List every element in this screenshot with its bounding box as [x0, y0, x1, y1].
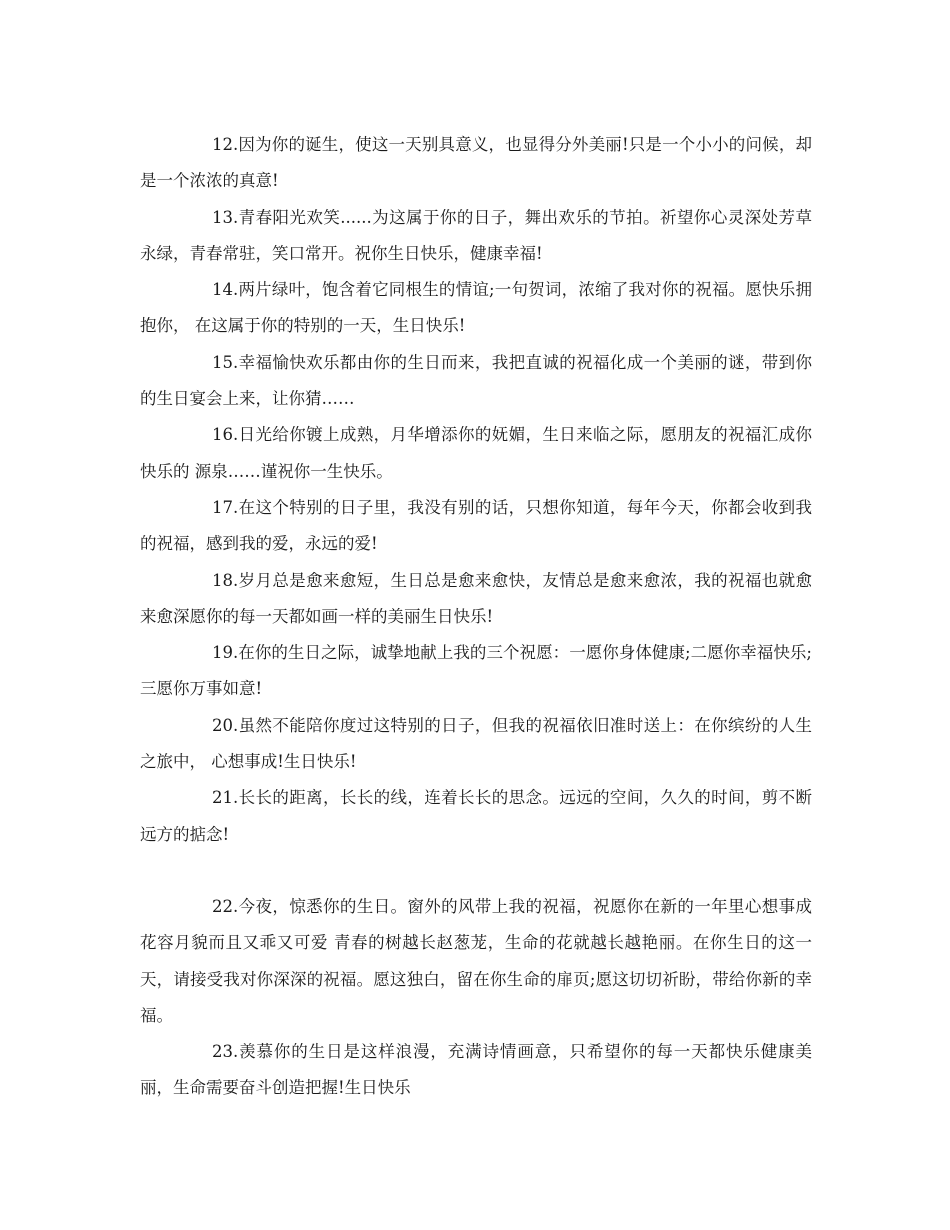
list-item-12: [140, 127, 812, 200]
item-number: 13.: [212, 207, 239, 227]
list-item-20: [140, 708, 812, 781]
list-item-18: [140, 563, 812, 636]
item-number: 17.: [212, 497, 239, 517]
list-item-22: [140, 889, 812, 1034]
item-text: 因为你的诞生，使这一天别具意义，也显得分外美丽!只是一个小小的问候，却是一个浓浓的真意!: [140, 135, 812, 191]
list-item-13: [140, 200, 812, 273]
item-text: 今夜，惊悉你的生日。窗外的风带上我的祝福，祝愿你在新的一年里心想事成花容月貌而且又乖又可爱 青春的树越长赵葱茏，生命的花就越长越艳丽。在你生日的这一天，请接受我对你深深的祝福。愿这独白，留在你生命的扉页;愿这切切祈盼，带给你新的幸福。: [140, 896, 812, 1025]
list-item-15: [140, 345, 812, 418]
item-number: 21.: [212, 788, 239, 808]
item-number: 23.: [212, 1042, 239, 1062]
document-body: [140, 127, 812, 1107]
item-number: 15.: [212, 352, 239, 372]
list-item-17: [140, 490, 812, 563]
list-item-23: [140, 1034, 812, 1107]
item-number: 22.: [212, 896, 239, 916]
list-item-21: [140, 780, 812, 853]
list-item-16: [140, 417, 812, 490]
item-text: 青春阳光欢笑......为这属于你的日子，舞出欢乐的节拍。祈望你心灵深处芳草永绿，青春常驻，笑口常开。祝你生日快乐，健康幸福!: [140, 207, 812, 263]
item-text: 岁月总是愈来愈短，生日总是愈来愈快，友情总是愈来愈浓，我的祝福也就愈来愈深愿你的每一天都如画一样的美丽生日快乐!: [140, 570, 812, 626]
item-number: 19.: [212, 643, 239, 663]
item-number: 12.: [212, 135, 239, 154]
item-text: 日光给你镀上成熟，月华增添你的妩媚，生日来临之际，愿朋友的祝福汇成你快乐的 源泉……谨祝你一生快乐。: [140, 425, 812, 481]
item-text: 在你的生日之际，诚挚地献上我的三个祝愿：一愿你身体健康;二愿你幸福快乐;三愿你万事如意!: [140, 643, 812, 699]
item-number: 14.: [212, 280, 239, 300]
item-text: 幸福愉快欢乐都由你的生日而来，我把直诚的祝福化成一个美丽的谜，带到你的生日宴会上来，让你猜……: [140, 352, 812, 409]
item-text: 两片绿叶，饱含着它同根生的情谊;一句贺词，浓缩了我对你的祝福。愿快乐拥抱你， 在这属于你的特别的一天，生日快乐!: [140, 280, 812, 336]
list-item-14: [140, 272, 812, 345]
item-text: 虽然不能陪你度过这特别的日子，但我的祝福依旧准时送上：在你缤纷的人生之旅中， 心想事成!生日快乐!: [140, 715, 812, 772]
list-item-19: [140, 635, 812, 708]
section-gap: [140, 853, 812, 889]
item-text: 长长的距离，长长的线，连着长长的思念。远远的空间，久久的时间，剪不断远方的掂念!: [140, 788, 812, 844]
item-number: 18.: [212, 570, 239, 590]
item-text: 羡慕你的生日是这样浪漫，充满诗情画意，只希望你的每一天都快乐健康美丽，生命需要奋斗创造把握!生日快乐: [140, 1042, 812, 1098]
item-number: 16.: [212, 425, 239, 445]
item-number: 20.: [212, 715, 239, 735]
item-text: 在这个特别的日子里，我没有别的话，只想你知道，每年今天，你都会收到我的祝福，感到我的爱，永远的爱!: [140, 497, 812, 554]
